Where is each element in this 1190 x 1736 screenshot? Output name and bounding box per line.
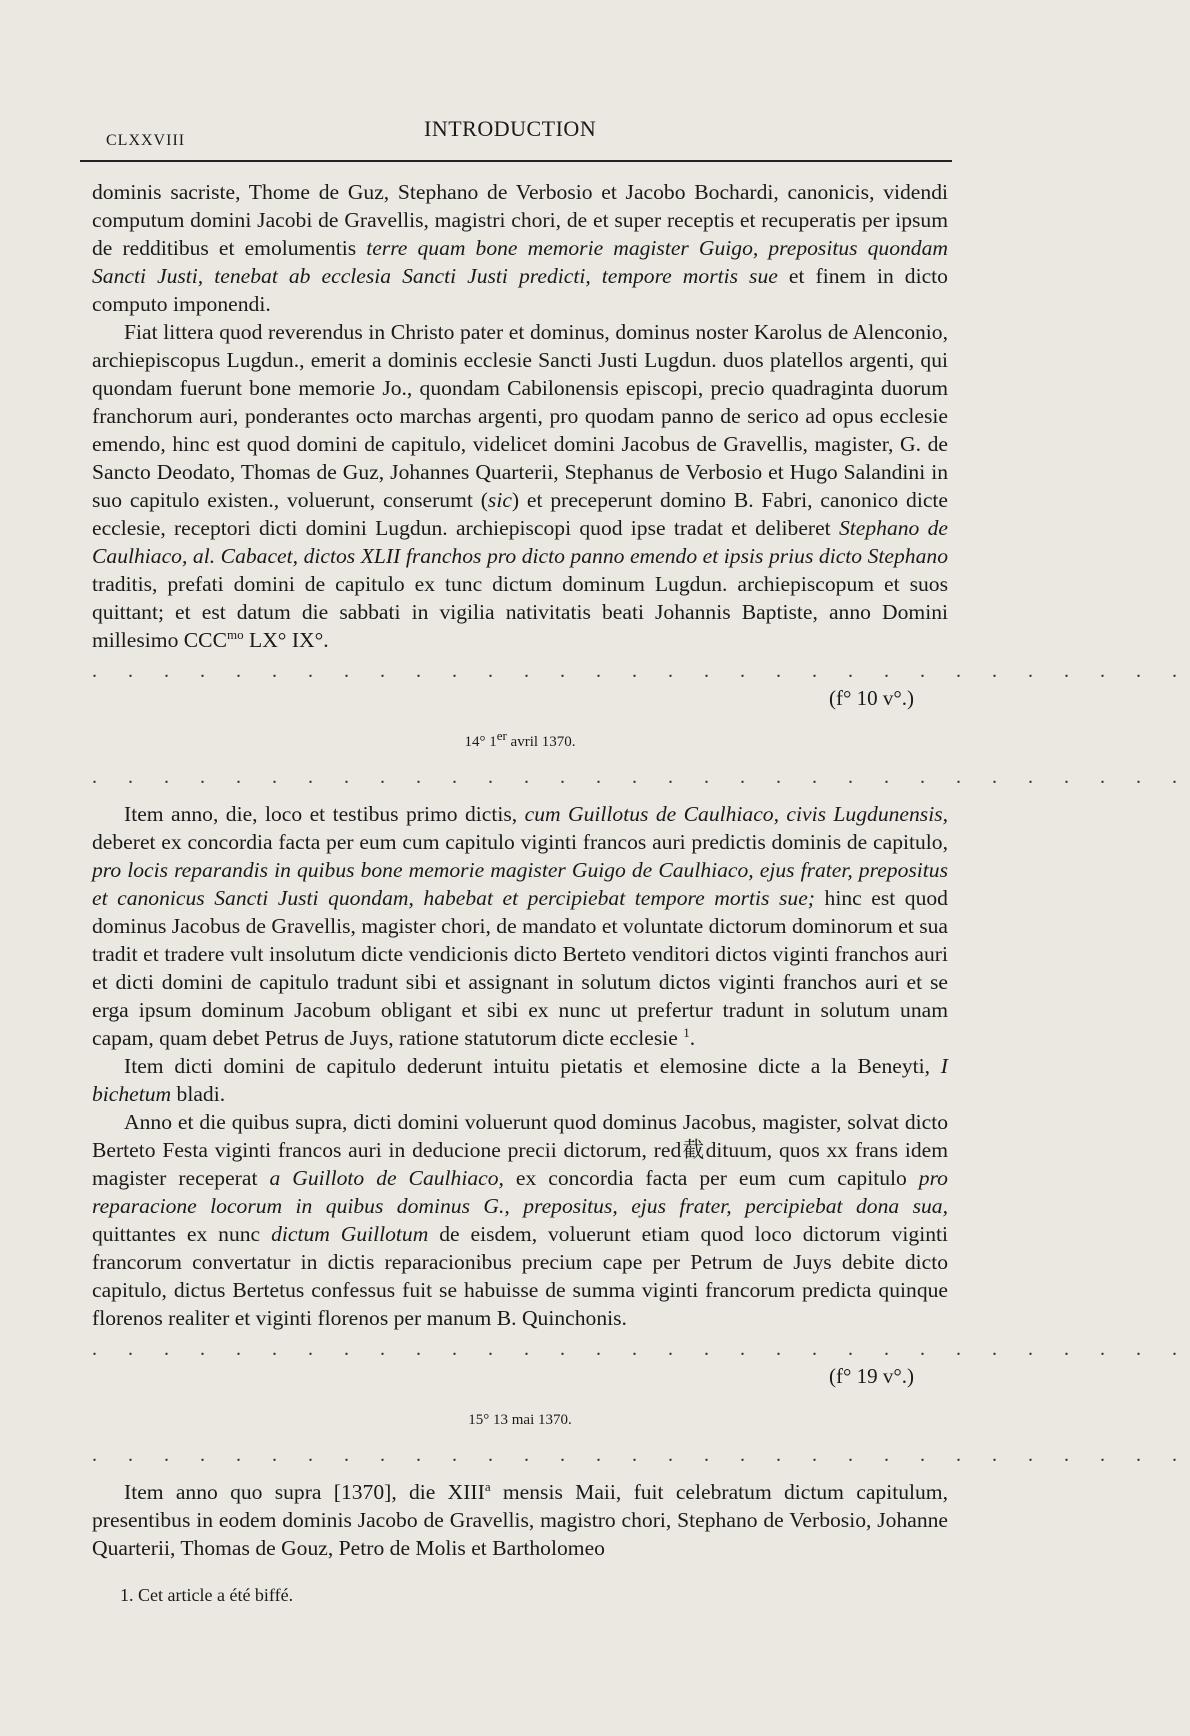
folio-reference: (f° 19 v°.) bbox=[828, 1364, 914, 1388]
footnote: 1. Cet article a été biffé. bbox=[120, 1585, 294, 1605]
ellipsis-row: . . . . . . . . . . . . . . . . . . . . . . . . . . . . . . . bbox=[92, 660, 1190, 682]
running-header bbox=[106, 112, 950, 152]
ellipsis-row: . . . . . . . . . . . . . . . . . . . . . . . . . . . . . . . bbox=[92, 1338, 1190, 1360]
paragraph: Item anno quo supra [1370], die XIII$^a$ mensis Maii, fuit celebratum dictum capitulum, presentibus in eodem dominis Jacobo de Gravellis, magistro chori, Stephano de Verbosio, Johanne Quarterii, Thomas de Gouz, Petro de Molis et Bartholomeo bbox=[92, 1478, 948, 1560]
entry-date-heading: 15° 13 mai 1370. bbox=[468, 1412, 572, 1428]
folio-reference: (f° 10 v°.) bbox=[828, 686, 914, 710]
ellipsis-row: . . . . . . . . . . . . . . . . . . . . . . . . . . . . . . . bbox=[92, 766, 1190, 788]
header-rule bbox=[80, 160, 952, 162]
page-body bbox=[92, 178, 1190, 1562]
paragraph: Item anno, die, loco et testibus primo dictis, cum Guillotus de Caulhiaco, civis Lugdunensis, deberet ex concordia facta per eum cum capitulo viginti francos auri predictis dominis de capitulo, pro locis reparandis in quibus bone memorie magister Guigo de Caulhiaco, ejus frater, prepositus et canonicus Sancti Justi quondam, habebat et percipiebat tempore mortis sue; hinc est quod dominus Jacobus de Gravellis, magister chori, de mandato et voluntate dictorum dominorum et sua tradit et tradere vult insolutum dicte vendicionis dicto Berteto venditori dictos viginti franchos auri et dicti domini de capitulo tradunt sibi et assignant in solutum dictos viginti franchos auri et se erga ipsum dominum Jacobum obligant et sibi ex nunc ut prefertur tradunt in solutum unam capam, quam debet Petrus de Juys, ratione statutorum dicte ecclesie $^1$. bbox=[92, 802, 948, 1050]
paragraph: Item dicti domini de capitulo dederunt intuitu pietatis et elemosine dicte a la Beneyti, I bichetum bladi. bbox=[92, 1054, 948, 1106]
running-title: INTRODUCTION bbox=[424, 116, 597, 141]
paragraph: dominis sacriste, Thome de Guz, Stephano de Verbosio et Jacobo Bochardi, canonicis, videndi computum domini Jacobi de Gravellis, magistri chori, de et super receptis et recuperatis per ipsum de redditibus et emolumentis terre quam bone memorie magister Guigo, prepositus quondam Sancti Justi, tenebat ab ecclesia Sancti Justi predicti, tempore mortis sue et finem in dicto computo imponendi. bbox=[92, 180, 948, 316]
footnote-ref: 1 bbox=[683, 1024, 690, 1040]
entry-date-heading: 14° 1er avril 1370. bbox=[464, 728, 576, 750]
ellipsis-row: . . . . . . . . . . . . . . . . . . . . . . . . . . . . . . . bbox=[92, 1444, 1190, 1466]
page-number: CLXXVIII bbox=[106, 132, 186, 149]
paragraph: Fiat littera quod reverendus in Christo pater et dominus, dominus noster Karolus de Alenconio, archiepiscopus Lugdun., emerit a dominis ecclesie Sancti Justi Lugdun. duos platellos argenti, qui quondam fuerunt bone memorie Jo., quondam Cabilonensis episcopi, precio quadraginta duorum franchorum auri, ponderantes octo marchas argenti, pro quodam panno de serico ad opus ecclesie emendo, hinc est quod domini de capitulo, videlicet domini Jacobus de Gravellis, magister, G. de Sancto Deodato, Thomas de Guz, Johannes Quarterii, Stephanus de Verbosio et Hugo Salandini in suo capitulo existen., voluerunt, conserumt (sic) et preceperunt domino B. Fabri, canonico dicte ecclesie, receptori dicti domini Lugdun. archiepiscopi quod ipse tradat et deliberet Stephano de Caulhiaco, al. Cabacet, dictos XLII franchos pro dicto panno emendo et ipsis prius dicto Stephano traditis, prefati domini de capitulo ex tunc dictum dominum Lugdun. archiepiscopum et suos quittant; et est datum die sabbati in vigilia nativitatis beati Johannis Baptiste, anno Domini millesimo $CCC^{mo}$ LX° IX°. bbox=[92, 320, 949, 652]
paragraph: Anno et die quibus supra, dicti domini voluerunt quod dominus Jacobus, magister, solvat dicto Berteto Festa viginti francos auri in deducione precii dictorum, red截dituum, quos xx frans idem magister receperat a Guilloto de Caulhiaco, ex concordia facta per eum cum capitulo pro reparacione locorum in quibus dominus G., prepositus, ejus frater, percipiebat dona sua, quittantes ex nunc dictum Guillotum de eisdem, voluerunt etiam quod loco dictorum viginti francorum convertatur in dictis reparacionibus precium cape per Petrum de Juys debite dicto capitulo, dictus Bertetus confessus fuit se habuisse de summa viginti francorum predicta quinque florenos realiter et viginti florenos per manum B. Quinchonis. bbox=[92, 1110, 949, 1330]
